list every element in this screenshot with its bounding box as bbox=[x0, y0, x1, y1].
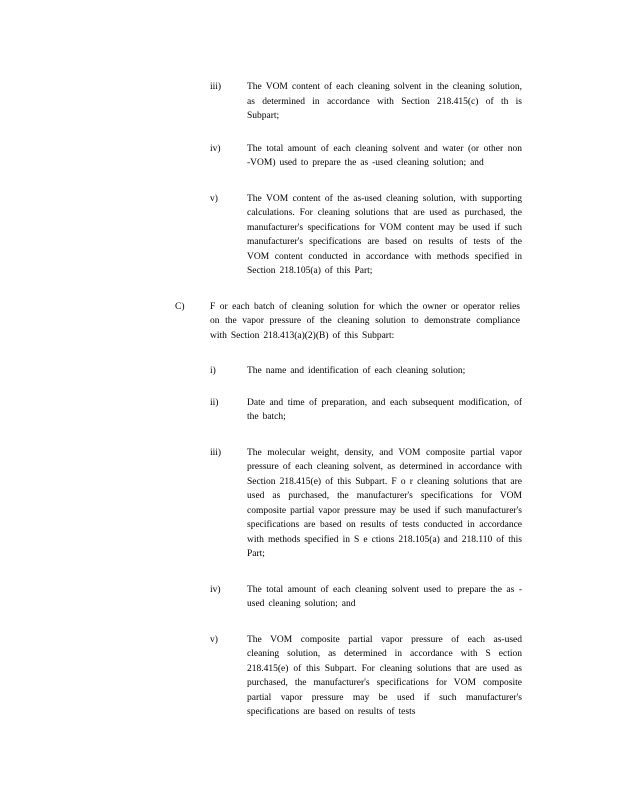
list-marker: iv) bbox=[210, 143, 221, 154]
list-item bbox=[175, 300, 548, 344]
list-text: The VOM content of the as-used cleaning solution, with supporting calculations. For cleaning solutions that are used as purchased, the manufacturer's specifications for VOM content may be used if such manufacturer's specifications are based on results of tests of the VOM content conducted in accordance with methods specified in Section 218.105(a) of this Part; bbox=[247, 193, 522, 276]
list-text: The total amount of each cleaning solvent and water (or other non -VOM) used to prepare the as -used cleaning solution; and bbox=[247, 143, 522, 168]
list-text: The molecular weight, density, and VOM composite partial vapor pressure of each cleaning solvent, as determined in accordance with Section 218.415(e) of this Subpart. F o r cleaning solutions that are used as purchased, the manufacturer's specifications for VOM composite partial vapor pressure may be used if such manufacturer's specifications are based on results of tests conducted in accordance with methods specified in S e ctions 218.105(a) and 218.110 of this Part; bbox=[247, 447, 522, 559]
list-marker: iii) bbox=[210, 82, 222, 92]
list-marker: iv) bbox=[210, 584, 221, 595]
list-text: The VOM content of each cleaning solvent in the cleaning solution, as determined in accordance with Section 218.415(c) of th is Subpart; bbox=[247, 82, 522, 121]
list-marker: v) bbox=[210, 634, 218, 645]
list-item bbox=[210, 80, 548, 124]
list-item bbox=[210, 396, 548, 425]
list-text: Date and time of preparation, and each subsequent modification, of the batch; bbox=[247, 397, 522, 422]
list-item bbox=[210, 583, 548, 612]
list-item bbox=[210, 192, 548, 279]
list-item bbox=[210, 633, 548, 720]
list-marker: v) bbox=[210, 193, 218, 204]
list-marker: ii) bbox=[210, 397, 219, 408]
list-text: F or each batch of cleaning solution for which the owner or operator relies on the vapor pressure of the cleaning solution to demonstrate compliance with Section 218.413(a)(2)(B) of this Subpart: bbox=[210, 301, 520, 341]
list-text: The VOM composite partial vapor pressure of each as-used cleaning solution, as determined in accordance with S ection 218.415(e) of this Subpart. For cleaning solutions that are used as purchased, the manufacturer's specifications for VOM composite partial vapor pressure may be used if such manufacturer's specifications are based on results of tests bbox=[247, 634, 522, 717]
list-marker: i) bbox=[210, 366, 216, 376]
list-item bbox=[210, 364, 548, 379]
list-marker: iii) bbox=[210, 447, 222, 458]
list-text: The total amount of each cleaning solvent used to prepare the as -used cleaning solution; and bbox=[247, 584, 522, 609]
list-item bbox=[210, 446, 548, 562]
list-marker: C) bbox=[175, 301, 185, 312]
list-text: The name and identification of each cleaning solution; bbox=[247, 366, 466, 376]
list-item bbox=[210, 142, 548, 171]
